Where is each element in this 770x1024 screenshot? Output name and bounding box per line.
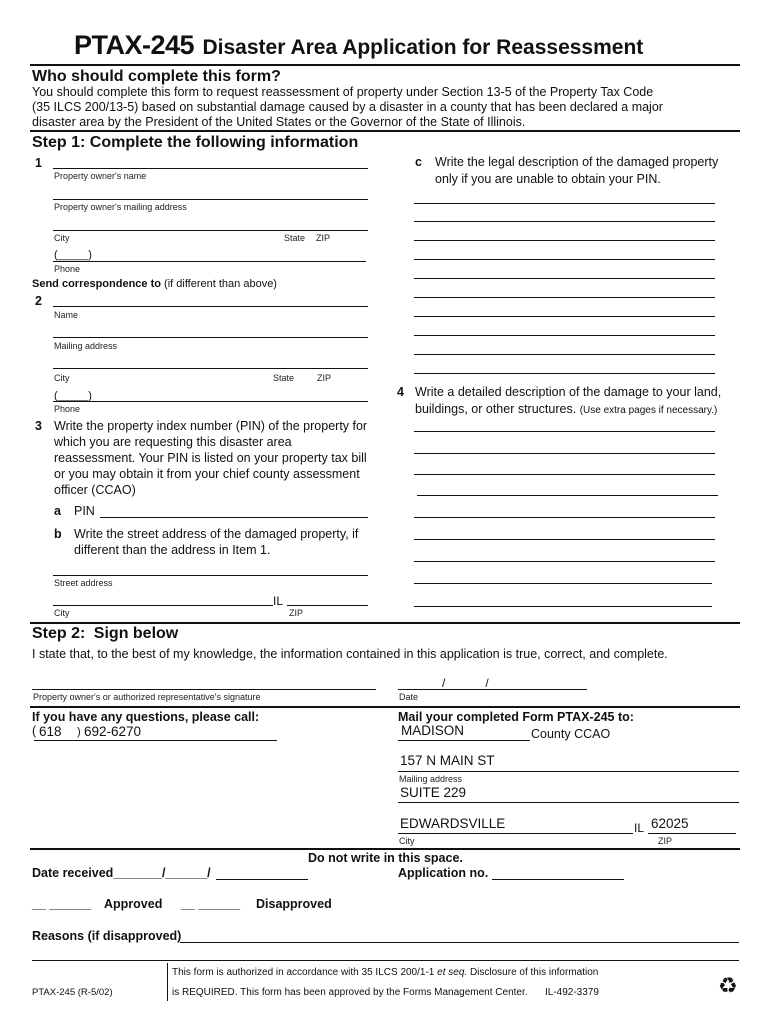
damage-desc-line-2[interactable] [414, 453, 715, 454]
area-open: ( [32, 724, 37, 738]
approved-blank[interactable]: __ ______ [32, 897, 92, 911]
legal-desc-line-2[interactable] [414, 221, 715, 222]
footer-auth-line-2: is REQUIRED. This form has been approved by the Forms Management Center. [172, 987, 528, 998]
item-c-line-2: only if you are unable to obtain your PIN. [435, 172, 661, 186]
pin-label: PIN [74, 504, 95, 518]
street-address-field[interactable] [53, 575, 368, 576]
area-close: ) [77, 726, 81, 738]
legal-desc-line-5[interactable] [414, 278, 715, 279]
city-label-3: City [54, 608, 70, 618]
item-3-number: 3 [35, 419, 42, 433]
ccao-city-line [398, 833, 633, 834]
ccao-zip-line [648, 833, 736, 834]
damage-desc-line-1[interactable] [414, 431, 715, 432]
step1-heading: Step 1: Complete the following information [32, 134, 359, 151]
corr-name-field[interactable] [53, 306, 368, 307]
legal-desc-line-7[interactable] [414, 316, 715, 317]
send-correspondence [32, 276, 277, 292]
legal-desc-line-8[interactable] [414, 335, 715, 336]
state-il: IL [273, 594, 284, 608]
legal-desc-line-1[interactable] [414, 203, 715, 204]
legal-desc-line-3[interactable] [414, 240, 715, 241]
form-header [74, 30, 643, 61]
send-correspondence-note: (if different than above) [164, 278, 277, 290]
item-3b-line-1: Write the street address of the damaged property, if [74, 527, 359, 541]
county-suffix: County CCAO [531, 727, 611, 741]
who-line-3: disaster area by the President of the United States or the Governor of the State of Illinois. [32, 115, 526, 129]
item-4-line-2 [415, 401, 717, 419]
who-heading: Who should complete this form? [32, 68, 281, 85]
approved-label: Approved [104, 897, 163, 911]
item-1-number: 1 [35, 156, 42, 170]
state-label: State [284, 233, 306, 243]
contact-rule [30, 706, 740, 708]
item-3b-line-2: different than the address in Item 1. [74, 543, 271, 557]
step2-heading [32, 624, 178, 644]
item-c-letter: c [415, 155, 422, 169]
ccao-address-1: 157 N MAIN ST [400, 753, 495, 768]
step2-heading-b: Sign below [93, 625, 179, 642]
date-received-line[interactable] [216, 879, 308, 880]
item-4-line-2-main: buildings, or other structures. [415, 402, 577, 416]
name-label: Name [54, 310, 79, 320]
damage-desc-line-7[interactable] [414, 561, 715, 562]
county-line [398, 740, 530, 741]
corr-address-field[interactable] [53, 337, 368, 338]
item-3-line-5: officer (CCAO) [54, 483, 136, 497]
zip-label: ZIP [316, 233, 331, 243]
county-name: MADISON [401, 723, 465, 738]
damage-desc-line-8[interactable] [414, 583, 712, 584]
item-2-number: 2 [35, 294, 42, 308]
corr-phone-field[interactable] [53, 401, 368, 402]
damage-desc-line-9[interactable] [414, 606, 712, 607]
owner-name-field[interactable] [53, 168, 368, 169]
who-line-2: (35 ILCS 200/13-5) based on substantial damage caused by a disaster in a county that has been declared a major [32, 100, 663, 114]
send-correspondence-bold: Send correspondence to [32, 278, 161, 290]
owner-address-label: Property owner's mailing address [54, 202, 187, 212]
step1-rule [30, 130, 740, 132]
phone-label: Phone [54, 264, 81, 274]
application-no-line[interactable] [492, 879, 624, 880]
legal-desc-line-4[interactable] [414, 259, 715, 260]
mailing-address-label: Mailing address [54, 341, 118, 351]
zip-label-3: ZIP [289, 608, 304, 618]
damage-desc-line-4[interactable] [417, 495, 718, 496]
legal-desc-line-10[interactable] [414, 373, 715, 374]
pin-field[interactable] [100, 517, 368, 518]
phone-area-2: (_____) [54, 390, 92, 402]
step2-heading-a: Step 2: [32, 625, 86, 642]
ccao-mailing-label: Mailing address [399, 774, 463, 784]
owner-phone-field[interactable] [53, 261, 366, 262]
header-rule [30, 64, 740, 66]
ccao-city: EDWARDSVILLE [400, 816, 506, 831]
ccao-zip-label: ZIP [658, 836, 673, 846]
ccao-phone: 692-6270 [84, 724, 142, 739]
do-not-write: Do not write in this space. [308, 851, 463, 865]
item-4-line-1: Write a detailed description of the damage to your land, [415, 385, 722, 399]
state-label-2: State [273, 373, 295, 383]
damaged-city-field[interactable] [53, 605, 273, 606]
footer-il-code: IL-492-3379 [545, 987, 599, 998]
ccao-phone-line [34, 740, 277, 741]
recycle-icon: ♻ [718, 974, 738, 999]
footer-auth-line-1 [172, 965, 598, 981]
legal-desc-line-9[interactable] [414, 354, 715, 355]
date-field[interactable] [398, 689, 587, 690]
owner-name-label: Property owner's name [54, 171, 147, 181]
damage-desc-line-6[interactable] [414, 539, 715, 540]
ccao-address-1-line [398, 771, 739, 772]
ccao-address-2: SUITE 229 [400, 785, 467, 800]
owner-address-field[interactable] [53, 199, 368, 200]
signature-field[interactable] [32, 689, 376, 690]
step2-statement: I state that, to the best of my knowledge, the information contained in this application is true, correct, and complete. [32, 647, 668, 661]
phone-label-2: Phone [54, 404, 81, 414]
legal-desc-line-6[interactable] [414, 297, 715, 298]
form-title: Disaster Area Application for Reassessment [202, 36, 644, 59]
city-label-2: City [54, 373, 70, 383]
reasons-label: Reasons (if disapproved) [32, 929, 182, 943]
questions-heading: If you have any questions, please call: [32, 710, 260, 724]
footer-auth-b: Disclosure of this information [469, 967, 599, 978]
owner-city-field[interactable] [53, 230, 368, 231]
signature-label: Property owner's or authorized representative's signature [33, 692, 261, 702]
item-3a-letter: a [54, 504, 61, 518]
ccao-city-label: City [399, 836, 415, 846]
item-4-note: (Use extra pages if necessary.) [579, 405, 718, 416]
item-3b-letter: b [54, 527, 62, 541]
phone-area: (_____) [54, 249, 92, 261]
damaged-zip-field[interactable] [287, 605, 368, 606]
who-line-1: You should complete this form to request reassessment of property under Section 13-5 of the Property Tax Code [32, 85, 654, 99]
footer-auth-em: et seq. [437, 967, 468, 978]
ccao-zip: 62025 [651, 816, 689, 831]
form-number: PTAX-245 [74, 30, 195, 60]
street-address-label: Street address [54, 578, 113, 588]
ccao-address-2-line [398, 802, 739, 803]
application-no: Application no. [398, 866, 489, 880]
reasons-line[interactable] [180, 942, 739, 943]
ccao-state: IL [634, 821, 645, 835]
damage-desc-line-5[interactable] [414, 517, 715, 518]
item-3-line-3: reassessment. Your PIN is listed on your property tax bill [54, 451, 367, 465]
item-c-line-1: Write the legal description of the damaged property [435, 155, 719, 169]
disapproved-blank[interactable]: __ ______ [181, 897, 241, 911]
date-slashes: / / [442, 676, 489, 690]
item-3-line-2: which you are requesting this disaster area [54, 435, 292, 449]
date-received: Date received_______/______/ [32, 866, 211, 880]
city-label: City [54, 233, 70, 243]
footer-auth-a: This form is authorized in accordance with 35 ILCS 200/1-1 [172, 967, 435, 978]
item-4-number: 4 [397, 385, 404, 399]
area-code: 618 [39, 724, 62, 739]
reasons-line-2[interactable] [32, 960, 739, 961]
mail-heading: Mail your completed Form PTAX-245 to: [398, 710, 634, 724]
item-3-line-4: or you may obtain it from your chief county assessment [54, 467, 360, 481]
date-label: Date [399, 692, 419, 702]
item-3-line-1: Write the property index number (PIN) of the property for [54, 419, 368, 433]
footer-form-code: PTAX-245 (R-5/02) [32, 987, 113, 998]
zip-label-2: ZIP [317, 373, 332, 383]
disapproved-label: Disapproved [256, 897, 332, 911]
damage-desc-line-3[interactable] [414, 474, 715, 475]
corr-city-field[interactable] [53, 368, 368, 369]
